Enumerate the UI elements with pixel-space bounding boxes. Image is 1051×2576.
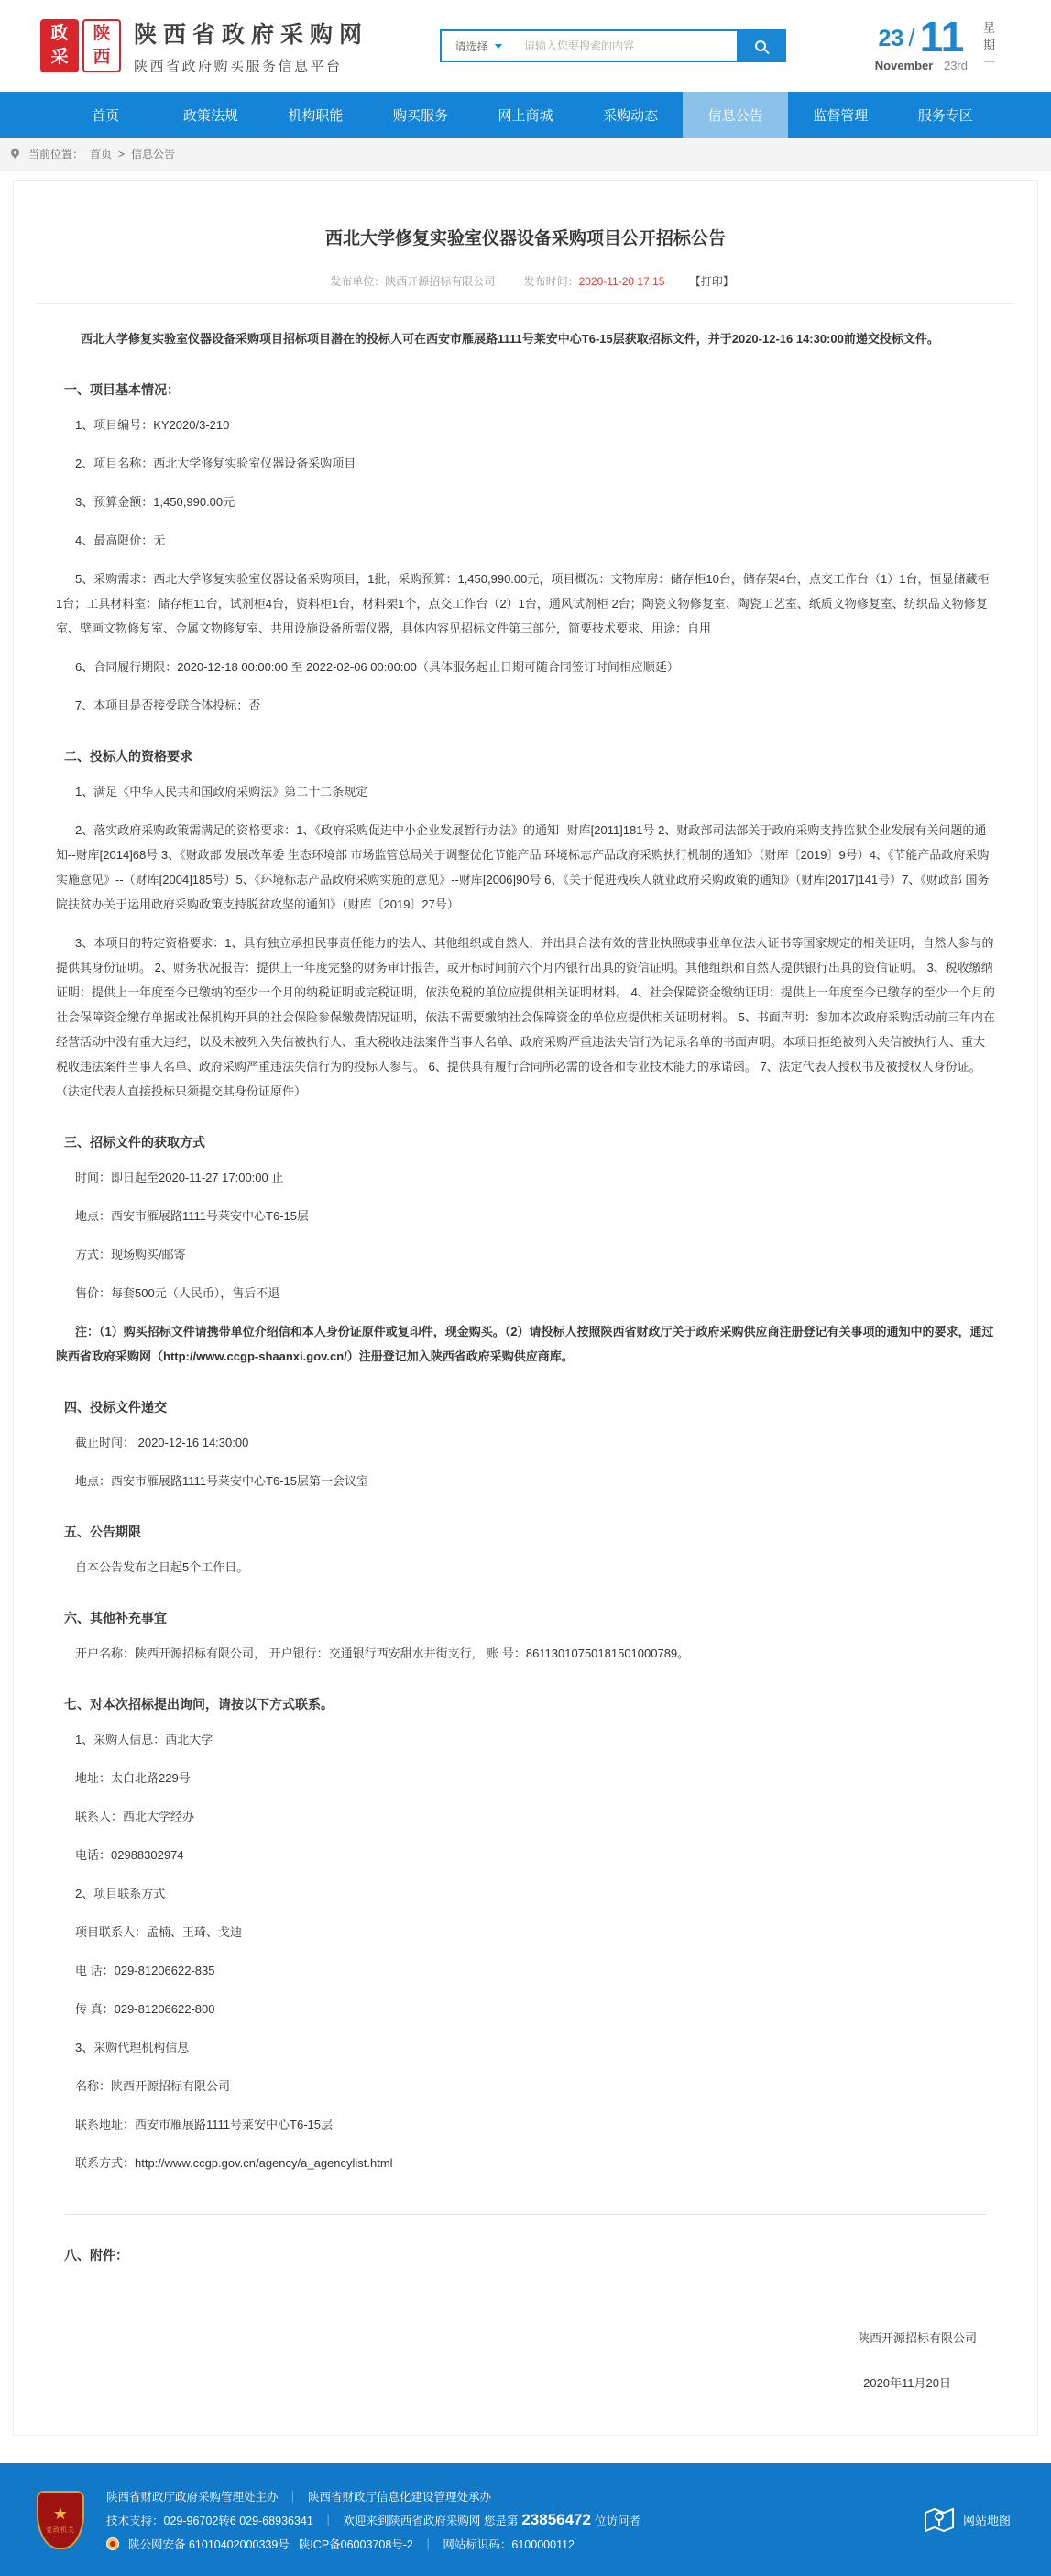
signature-company: 陕西开源招标有限公司 bbox=[857, 2331, 977, 2345]
footer-text bbox=[106, 2482, 640, 2559]
article-paragraph: 1、满足《中华人民共和国政府采购法》第二十二条规定 bbox=[75, 785, 368, 798]
logo-char: 陕 bbox=[93, 24, 111, 44]
article-body bbox=[14, 326, 1037, 2264]
site-footer bbox=[0, 2463, 1051, 2576]
breadcrumb-home-link[interactable]: 首页 bbox=[90, 148, 113, 160]
section-heading: 七、对本次招标提出询问，请按以下方式联系。 bbox=[64, 1697, 334, 1712]
nav-item-home[interactable]: 首页 bbox=[92, 107, 120, 124]
article-paragraph: 4、最高限价：无 bbox=[75, 534, 166, 547]
article-paragraph: 联系方式：http://www.ccgp.gov.cn/agency/a_agencylist.html bbox=[75, 2156, 393, 2170]
article-paragraph: 7、本项目是否接受联合体投标：否 bbox=[75, 699, 261, 712]
section-heading: 六、其他补充事宜 bbox=[64, 1611, 167, 1625]
section-heading: 八、附件： bbox=[64, 2248, 128, 2262]
search-bar bbox=[440, 29, 786, 62]
announcement-card bbox=[13, 180, 1038, 2436]
article-paragraph: 地点：西安市雁展路1111号莱安中心T6-15层第一会议室 bbox=[75, 1474, 368, 1488]
article-paragraph: 1、采购人信息：西北大学 bbox=[75, 1733, 213, 1746]
article-paragraph: 2、项目联系方式 bbox=[75, 1887, 166, 1900]
date-slash: / bbox=[908, 24, 915, 52]
breadcrumb bbox=[0, 138, 1051, 171]
nav-item-service-zone[interactable]: 服务专区 bbox=[917, 107, 973, 124]
footer-line-organizers: 陕西省财政厅政府采购管理处主办 ｜ 陕西省财政厅信息化建设管理处承办 bbox=[106, 2488, 640, 2504]
publish-time: 发布时间：2020-11-20 17:15 bbox=[523, 275, 665, 288]
site-title: 陕西省政府采购网 bbox=[134, 22, 369, 48]
page-title: 西北大学修复实验室仪器设备采购项目公开招标公告 bbox=[324, 229, 726, 248]
date-words bbox=[875, 59, 968, 72]
sitemap-label: 网站地图 bbox=[962, 2514, 1011, 2527]
footer-organizer: 陕西省财政厅政府采购管理处主办 bbox=[106, 2490, 279, 2504]
icp-record-number[interactable]: 陕ICP备06003708号-2 bbox=[298, 2537, 413, 2551]
section-divider bbox=[65, 2214, 986, 2215]
search-icon bbox=[755, 40, 766, 51]
date-day-ordinal: 23rd bbox=[943, 59, 968, 73]
breadcrumb-current: 信息公告 bbox=[131, 148, 176, 160]
article-paragraph: 售价：每套500元（人民币），售后不退 bbox=[75, 1286, 280, 1300]
print-button[interactable]: 【打印】 bbox=[689, 275, 734, 288]
search-select-label: 请选择 bbox=[454, 39, 488, 53]
nav-item-supervision[interactable]: 监督管理 bbox=[813, 107, 869, 124]
logo-char: 政 bbox=[50, 24, 69, 44]
section-heading: 四、投标文件递交 bbox=[64, 1400, 167, 1415]
nav-item-online-mall[interactable]: 网上商城 bbox=[498, 107, 553, 124]
article-paragraph: 3、采购代理机构信息 bbox=[75, 2041, 190, 2054]
article-paragraph: 1、项目编号：KY2020/3-210 bbox=[75, 418, 230, 432]
nav-item-policies[interactable]: 政策法规 bbox=[182, 107, 238, 124]
article-paragraph: 3、预算金额：1,450,990.00元 bbox=[75, 495, 235, 509]
logo-char: 采 bbox=[50, 48, 69, 67]
government-emblem-icon bbox=[37, 2491, 84, 2549]
meta-divider bbox=[36, 303, 1015, 304]
date-weekday: 星期一 bbox=[981, 20, 995, 73]
chevron-down-icon bbox=[495, 44, 502, 49]
footer-line-records: 陕公网安备 61010402000339号 陕ICP备06003708号-2 ｜ 网站标识码：6100000112 bbox=[106, 2536, 640, 2552]
breadcrumb-prefix: 当前位置： bbox=[28, 148, 84, 160]
section-heading: 三、招标文件的获取方式 bbox=[64, 1135, 205, 1150]
search-button[interactable] bbox=[737, 31, 784, 61]
logo-block-shaanxi bbox=[82, 19, 121, 72]
publish-time-value: 2020-11-20 17:15 bbox=[578, 275, 665, 288]
date-day: 23 bbox=[878, 26, 904, 52]
date-numbers bbox=[875, 12, 968, 61]
location-pin-icon bbox=[9, 147, 21, 159]
article-paragraph: 截止时间： 2020-12-16 14:30:00 bbox=[75, 1436, 249, 1449]
site-identification-code: 网站标识码：6100000112 bbox=[443, 2537, 575, 2551]
article-paragraph: 名称：陕西开源招标有限公司 bbox=[75, 2079, 231, 2093]
article-paragraph: 自本公告发布之日起5个工作日。 bbox=[75, 1560, 249, 1574]
site-subtitle: 陕西省政府购买服务信息平台 bbox=[134, 59, 343, 74]
date-main bbox=[874, 12, 968, 73]
signature-date: 2020年11月20日 bbox=[863, 2376, 951, 2390]
logo-char: 西 bbox=[93, 48, 111, 67]
article-paragraph: 联系地址：西安市雁展路1111号莱安中心T6-15层 bbox=[75, 2118, 333, 2131]
footer-co-organizer: 陕西省财政厅信息化建设管理处承办 bbox=[308, 2490, 492, 2504]
date-widget bbox=[874, 12, 1018, 73]
article-paragraph: 电话：02988302974 bbox=[75, 1848, 184, 1862]
article-paragraph: 2、项目名称：西北大学修复实验室仪器设备采购项目 bbox=[75, 457, 356, 470]
article-intro: 西北大学修复实验室仪器设备采购项目招标项目潜在的投标人可在西安市雁展路1111号莱安中心T6-15层获取招标文件，并于2020-12-16 14:30:00前递交投标文件。 bbox=[81, 332, 939, 346]
article-paragraph: 地址：太白北路229号 bbox=[75, 1771, 191, 1785]
site-titles bbox=[134, 17, 368, 75]
site-header bbox=[0, 0, 1051, 92]
emblem-star-icon: ★ bbox=[52, 2504, 69, 2523]
site-logo bbox=[40, 19, 121, 72]
visitor-count: 23856472 bbox=[521, 2510, 591, 2528]
logo-block-zhengcai bbox=[40, 19, 79, 72]
search-category-select[interactable] bbox=[442, 31, 515, 61]
article-paragraph: 6、合同履行期限：2020-12-18 00:00:00 至 2022-02-06 00:00:00（具体服务起止日期可随合同签订时间相应顺延） bbox=[75, 660, 679, 674]
emblem-label: 党政机关 bbox=[46, 2526, 75, 2534]
date-month-name: November bbox=[874, 59, 934, 73]
article-paragraph: 项目联系人：孟楠、王琦、戈迪 bbox=[75, 1925, 243, 1939]
article-paragraph: 电 话：029-81206622-835 bbox=[75, 1964, 215, 1977]
article-paragraph: 时间：即日起至2020-11-27 17:00:00 止 bbox=[75, 1171, 284, 1184]
nav-item-functions[interactable]: 机构职能 bbox=[288, 107, 344, 124]
article-paragraph: 注：（1）购买招标文件请携带单位介绍信和本人身份证原件或复印件，现金购买。（2）请投标人按照陕西省财政厅关于政府采购供应商注册登记有关事项的通知中的要求，通过陕西省政府采购网（http://www.ccgp-shaanxi.gov.cn/）注册登记加入陕西省政府采购供应商库。 bbox=[56, 1325, 994, 1363]
sitemap-map-icon bbox=[924, 2506, 955, 2534]
article-paragraph: 联系人：西北大学经办 bbox=[75, 1810, 195, 1823]
search-input[interactable] bbox=[515, 31, 737, 61]
article-paragraph: 3、本项目的特定资格要求：1、具有独立承担民事责任能力的法人、其他组织或自然人，并出具合法有效的营业执照或事业单位法人证书等国家规定的相关证明，自然人参与的提供其身份证明。 2、财务状况报告：提供上一年度完整的财务审计报告，或开标时间前六个月内银行出具的资信证明。其他组织和自然人提供银行出具的资信证明。 3、税收缴纳证明：提供上一年度至今已缴纳的至少一个月的纳税证明或完税证明，依法免税的单位应提供相关证明材料。 4、社会保障资金缴纳证明：提供上一年度至今已缴存的至少一个月的社会保障资金缴存单据或社保机构开具的社会保险参保缴费情况证明，依法不需要缴纳社会保障资金的单位应提供相关证明材料。 5、书面声明：参加本次政府采购活动前三年内在经营活动中没有重大违纪，以及未被列入失信被执行人、重大税收违法案件当事人名单、政府采购严重违法失信行为记录名单的书面声明。本项目拒绝被列入失信被执行人、重大税收违法案件当事人名单、政府采购严重违法失信行为的投标人参与。 6、提供具有履行合同所必需的设备和专业技术能力的承诺函。 7、法定代表人授权书及被授权人身份证。（法定代表人直接投标只须提交其身份证原件） bbox=[56, 936, 995, 1098]
section-heading: 一、项目基本情况： bbox=[64, 382, 180, 397]
public-security-badge-icon bbox=[106, 2537, 119, 2550]
section-heading: 五、公告期限 bbox=[64, 1525, 141, 1539]
police-record-number[interactable]: 陕公网安备 61010402000339号 bbox=[128, 2537, 290, 2551]
breadcrumb-separator: > bbox=[118, 147, 126, 160]
sitemap-link[interactable] bbox=[924, 2506, 1011, 2534]
footer-line-support: 技术支持：029-96702转6 029-68936341 ｜ 欢迎来到陕西省政府采购网 您是第 23856472 位访问者 bbox=[106, 2510, 640, 2528]
main-nav bbox=[0, 92, 1051, 138]
article-paragraph: 地点：西安市雁展路1111号莱安中心T6-15层 bbox=[75, 1209, 309, 1223]
article-meta bbox=[14, 273, 1037, 289]
footer-tech-support: 技术支持：029-96702转6 029-68936341 bbox=[106, 2514, 313, 2527]
footer-welcome: 欢迎来到陕西省政府采购网 您是第 23856472 位访问者 bbox=[343, 2510, 640, 2528]
nav-item-purchase-services[interactable]: 购买服务 bbox=[392, 107, 448, 124]
article-paragraph: 传 真：029-81206622-800 bbox=[75, 2002, 215, 2016]
article-paragraph: 2、落实政府采购政策需满足的资格要求：1、《政府采购促进中小企业发展暂行办法》的通知--财库[2011]181号 2、财政部司法部关于政府采购支持监狱企业发展有关问题的通知--财库[2014]68号 3、《财政部 发展改革委 生态环境部 市场监管总局关于调整优化节能产品 环境标志产品政府采购执行机制的通知》（财库〔2019〕9号）4、《节能产品政府采购实施意见》--（财库[2004]185号）5、《环境标志产品政府采购实施的意见》--财库[2006]90号 6、《关于促进残疾人就业政府采购政策的通知》（财库[2017]141号）7、《财政部 国务院扶贫办关于运用政府采购政策支持脱贫攻坚的通知》（财库〔2019〕27号） bbox=[56, 823, 990, 911]
nav-item-procurement-news[interactable]: 采购动态 bbox=[603, 107, 659, 124]
article-paragraph: 开户名称：陕西开源招标有限公司， 开户银行：交通银行西安甜水井街支行， 账 号：86113010750181501000789。 bbox=[75, 1646, 690, 1660]
publisher: 发布单位：陕西开源招标有限公司 bbox=[330, 275, 496, 288]
article-paragraph: 方式：现场购买/邮寄 bbox=[75, 1248, 186, 1261]
nav-item-announcements[interactable]: 信息公告 bbox=[683, 92, 788, 138]
signature-block bbox=[14, 2328, 1037, 2391]
article-paragraph: 5、采购需求：西北大学修复实验室仪器设备采购项目，1批，采购预算：1,450,990.00元，项目概况：文物库房：储存柜10台，储存架4台，点交工作台（1）1台，恒显储藏柜1台；工具材料室：储存柜11台，试剂柜4台，资料柜1台，材料架1个，点交工作台（2）1台，通风试剂柜 2台；陶瓷文物修复室、陶瓷工艺室、纸质文物修复室、纺织品文物修复室、壁画文物修复室、金属文物修复室、共用设施设备所需仪器，具体内容见招标文件第三部分，简要技术要求、用途：自用 bbox=[56, 572, 990, 635]
section-heading: 二、投标人的资格要求 bbox=[64, 749, 192, 764]
date-month: 11 bbox=[919, 12, 965, 61]
